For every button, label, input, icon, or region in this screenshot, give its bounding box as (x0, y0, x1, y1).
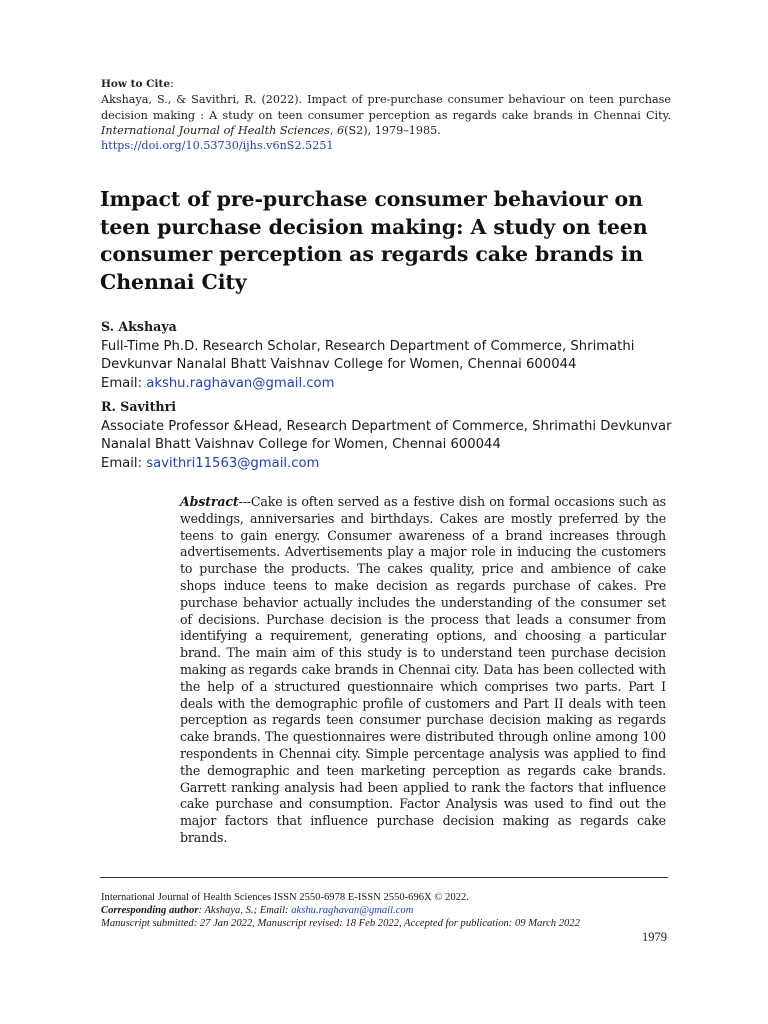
author-email-link[interactable]: savithri11563@gmail.com (146, 455, 320, 471)
email-label: Email: (101, 455, 147, 471)
footer-divider (100, 877, 668, 878)
corresponding-text: Akshaya, S.; Email: (201, 905, 292, 917)
citation-authors-title: Akshaya, S., & Savithri, R. (2022). Impact of pre-purchase consumer behaviour on teen purchase decision making : A study on teen consumer perception as regards cake brands in Chennai City. (101, 93, 671, 122)
author-name: R. Savithri (101, 399, 176, 414)
corresponding-email-link[interactable]: akshu.raghavan@gmail.com (291, 905, 414, 917)
footer-journal-line: International Journal of Health Sciences ISSN 2550-6978 E-ISSN 2550-696X © 2022. (101, 892, 469, 903)
citation-issue-pages: (S2), 1979–1985. (344, 123, 441, 137)
author-affiliation: Full-Time Ph.D. Research Scholar, Research Department of Commerce, Shrimathi Devkunvar Nanalal Bhatt Vaishnav College for Women, Chennai 600044 (101, 339, 635, 373)
cite-label-line (101, 76, 671, 92)
author-affiliation: Associate Professor &Head, Research Department of Commerce, Shrimathi Devkunvar Nanalal Bhatt Vaishnav College for Women, Chennai 600044 (101, 419, 672, 453)
citation-journal: International Journal of Health Sciences (101, 123, 330, 137)
abstract-body: ---Cake is often served as a festive dish on formal occasions such as weddings, anniversaries and birthdays. Cakes are mostly preferred by the teens to gain energy. Consumer awareness of a brand increases through advertisements. Advertisements play a major role in inducing the customers to purchase the products. The cakes quality, price and ambience of cake shops induce teens to make decision as regards purchase of cakes. Pre purchase behavior actually includes the understanding of the consumer set of decisions. Purchase decision is the process that leads a consumer from identifying a requirement, generating options, and choosing a particular brand. The main aim of this study is to understand teen purchase decision making as regards cake brands in Chennai city. Data has been collected with the help of a structured questionnaire which comprises two parts. Part I deals with the demographic profile of customers and Part II deals with teen perception as regards teen consumer purchase decision making as regards cake brands. The questionnaires were distributed through online among 100 respondents in Chennai city. Simple percentage analysis was applied to find the demographic and teen marketing perception as regards cake brands. Garrett ranking analysis had been applied to rank the factors that influence cake purchase and consumption. Factor Analysis was used to find out the major factors that influence purchase decision making as regards cake brands. (180, 494, 666, 845)
author-block (101, 318, 681, 393)
abstract (180, 494, 666, 847)
email-label: Email: (101, 375, 147, 391)
citation-reference (101, 92, 671, 138)
cite-label-colon: : (170, 77, 174, 90)
page-number: 1979 (642, 930, 667, 944)
footer-dates: Manuscript submitted: 27 Jan 2022, Manuscript revised: 18 Feb 2022, Accepted for publication: 09 March 2022 (101, 918, 580, 930)
corresponding-colon: : (198, 905, 202, 917)
author-email-line (101, 375, 681, 393)
doi-link[interactable]: https://doi.org/10.53730/ijhs.v6nS2.5251 (101, 139, 334, 153)
author-email-link[interactable]: akshu.raghavan@gmail.com (146, 375, 335, 391)
citation-volume: 6 (336, 123, 345, 137)
abstract-label: Abstract (180, 494, 239, 509)
paper-title: Impact of pre-purchase consumer behaviour on teen purchase decision making: A study on teen consumer perception as regards cake brands in Chennai City (100, 187, 648, 294)
corresponding-label: Corresponding author (101, 905, 199, 917)
citation-volume-sep: , (329, 123, 337, 137)
cite-label: How to Cite (101, 78, 171, 90)
how-to-cite (101, 76, 671, 153)
author-email-line (101, 455, 681, 473)
page-footer (101, 891, 671, 931)
author-name: S. Akshaya (101, 319, 177, 334)
footer-corresponding-line (101, 904, 671, 917)
author-block (101, 398, 681, 473)
